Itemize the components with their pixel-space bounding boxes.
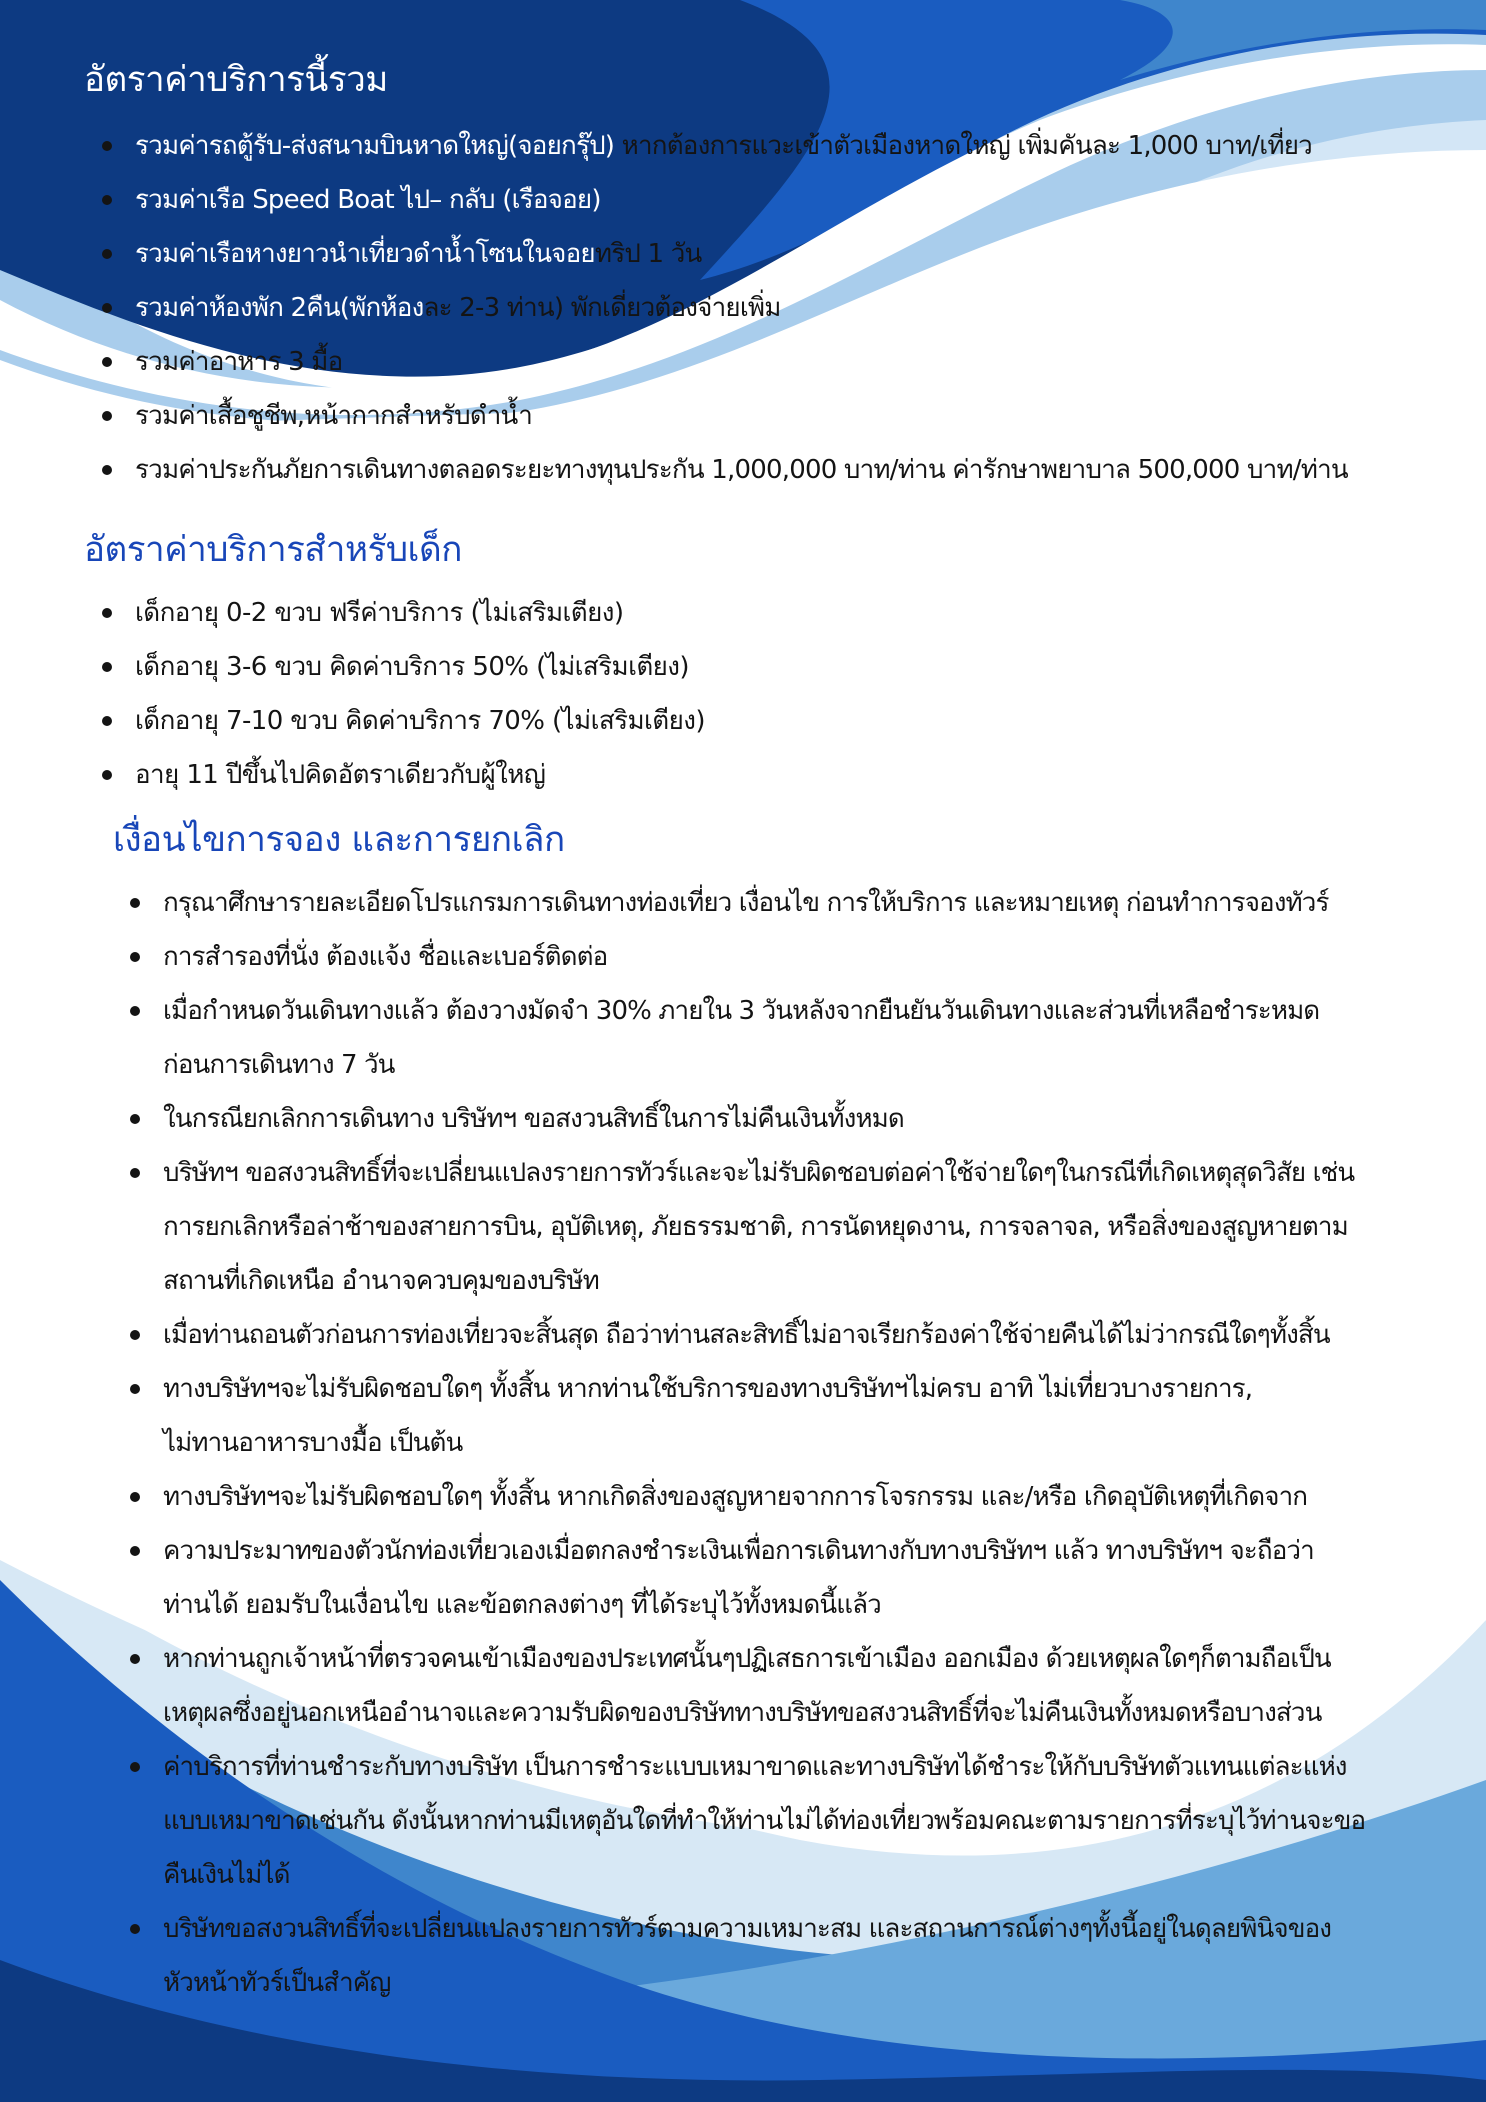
included-item: รวมค่าประกันภัยการเดินทางตลอดระยะทางทุนประกัน 1,000,000 บาท/ท่าน ค่ารักษาพยาบาล 500,000 บาท/ท่าน (135, 443, 1348, 497)
terms-item: ทางบริษัทฯจะไม่รับผิดชอบใดๆ ทั้งสิ้น หากเกิดสิ่งของสูญหายจากการโจรกรรม และ/หรือ เกิดอุบัติเหตุที่เกิดจาก (163, 1470, 1365, 1524)
terms-item: ความประมาทของตัวนักท่องเที่ยวเองเมื่อตกลงชำระเงินเพื่อการเดินทางกับทางบริษัทฯ แล้ว ทางบริษัทฯ จะถือว่า ท่านได้ ยอมรับในเงื่อนไข และข้อตกลงต่างๆ ที่ได้ระบุไว้ทั้งหมดนี้แล้ว (163, 1524, 1365, 1632)
children-item: อายุ 11 ปีขึ้นไปคิดอัตราเดียวกับผู้ใหญ่ (135, 748, 705, 802)
terms-item: เมื่อกำหนดวันเดินทางแล้ว ต้องวางมัดจำ 30% ภายใน 3 วันหลังจากยืนยันวันเดินทางและส่วนที่เหลือชำระหมด ก่อนการเดินทาง 7 วัน (163, 984, 1365, 1092)
included-item: รวมค่าอาหาร 3 มื้อ (135, 335, 1348, 389)
terms-item: บริษัทฯ ขอสงวนสิทธิ์ที่จะเปลี่ยนแปลงรายการทัวร์และจะไม่รับผิดชอบต่อค่าใช้จ่ายใดๆในกรณีที่เกิดเหตุสุดวิสัย เช่น การยกเลิกหรือล่าช้าของสายการบิน, อุบัติเหตุ, ภัยธรรมชาติ, การนัดหยุดงาน, การจลาจล, หรือสิ่งของสูญหายตาม สถานที่เกิดเหนือ อำนาจควบคุมของบริษัท (163, 1146, 1365, 1308)
terms-item: เมื่อท่านถอนตัวก่อนการท่องเที่ยวจะสิ้นสุด ถือว่าท่านสละสิทธิ์ไม่อาจเรียกร้องค่าใช้จ่ายคืนได้ไม่ว่ากรณีใดๆทั้งสิ้น (163, 1308, 1365, 1362)
terms-item: หากท่านถูกเจ้าหน้าที่ตรวจคนเข้าเมืองของประเทศนั้นๆปฏิเสธการเข้าเมือง ออกเมือง ด้วยเหตุผลใดๆก็ตามถือเป็น เหตุผลซึ่งอยู่นอกเหนืออำนาจและความรับผิดของบริษัททางบริษัทขอสงวนสิทธิ์ที่จะไม่คืนเงินทั้งหมดหรือบางส่วน (163, 1632, 1365, 1740)
children-item: เด็กอายุ 3-6 ขวบ คิดค่าบริการ 50% (ไม่เสริมเตียง) (135, 640, 705, 694)
included-item: รวมค่าเสื้อชูชีพ,หน้ากากสำหรับดำน้ำ (135, 389, 1348, 443)
included-section-title: อัตราค่าบริการนี้รวม (84, 60, 388, 100)
terms-section-title: เงื่อนไขการจอง และการยกเลิก (113, 820, 565, 860)
included-item: รวมค่ารถตู้รับ-ส่งสนามบินหาดใหญ่(จอยกรุ๊ป) หากต้องการแวะเข้าตัวเมืองหาดใหญ่ เพิ่มคันละ 1,000 บาท/เที่ยว (135, 119, 1348, 173)
children-list (135, 586, 705, 802)
included-item: รวมค่าห้องพัก 2คืน(พักห้องละ 2-3 ท่าน) พักเดี่ยวต้องจ่ายเพิ่ม (135, 281, 1348, 335)
children-item: เด็กอายุ 7-10 ขวบ คิดค่าบริการ 70% (ไม่เสริมเตียง) (135, 694, 705, 748)
terms-item: กรุณาศึกษารายละเอียดโปรแกรมการเดินทางท่องเที่ยว เงื่อนไข การให้บริการ และหมายเหตุ ก่อนทำการจองทัวร์ (163, 876, 1365, 930)
terms-item: การสำรองที่นั่ง ต้องแจ้ง ชื่อและเบอร์ติดต่อ (163, 930, 1365, 984)
children-item: เด็กอายุ 0-2 ขวบ ฟรีค่าบริการ (ไม่เสริมเตียง) (135, 586, 705, 640)
terms-item: บริษัทขอสงวนสิทธิ์ที่จะเปลี่ยนแปลงรายการทัวร์ตามความเหมาะสม และสถานการณ์ต่างๆทั้งนี้อยู่ในดุลยพินิจของ หัวหน้าทัวร์เป็นสำคัญ (163, 1902, 1365, 2010)
included-list (135, 119, 1348, 497)
terms-item: ในกรณียกเลิกการเดินทาง บริษัทฯ ขอสงวนสิทธิ์ในการไม่คืนเงินทั้งหมด (163, 1092, 1365, 1146)
included-item: รวมค่าเรือ Speed Boat ไป– กลับ (เรือจอย) (135, 173, 1348, 227)
terms-item: ทางบริษัทฯจะไม่รับผิดชอบใดๆ ทั้งสิ้น หากท่านใช้บริการของทางบริษัทฯไม่ครบ อาทิ ไม่เที่ยวบางรายการ, ไม่ทานอาหารบางมื้อ เป็นต้น (163, 1362, 1365, 1470)
children-section-title: อัตราค่าบริการสำหรับเด็ก (84, 530, 462, 570)
terms-list (163, 876, 1365, 2010)
included-item: รวมค่าเรือหางยาวนำเที่ยวดำน้ำโซนในจอยทริป 1 วัน (135, 227, 1348, 281)
terms-item: ค่าบริการที่ท่านชำระกับทางบริษัท เป็นการชำระแบบเหมาขาดและทางบริษัทได้ชำระให้กับบริษัทตัวแทนแต่ละแห่ง แบบเหมาขาดเช่นกัน ดังนั้นหากท่านมีเหตุอันใดที่ทำให้ท่านไม่ได้ท่องเที่ยวพร้อมคณะตามรายการที่ระบุไว้ท่านจะขอ คืนเงินไม่ได้ (163, 1740, 1365, 1902)
